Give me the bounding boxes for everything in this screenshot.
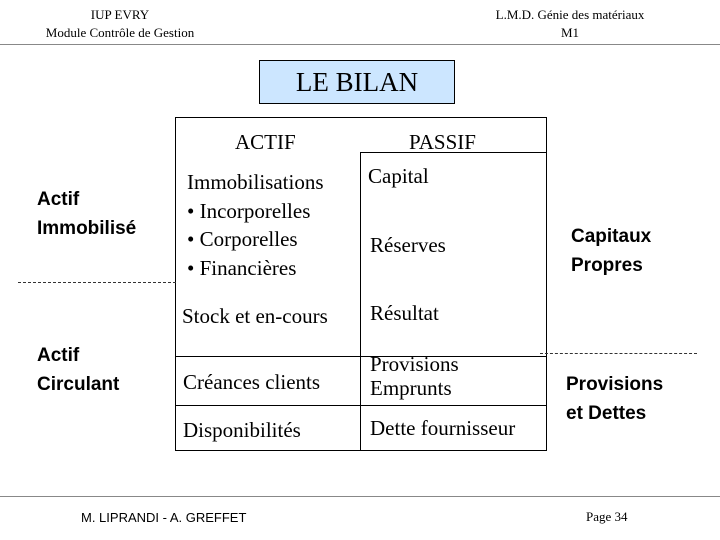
provisions-dettes-line2: et Dettes bbox=[566, 403, 647, 424]
actif-immobilise-line2: Immobilisé bbox=[37, 218, 137, 239]
provisions-label: Provisions bbox=[370, 352, 459, 376]
table-row-rule-2 bbox=[175, 405, 547, 406]
header-right bbox=[460, 6, 680, 42]
dette-fournisseur-label: Dette fournisseur bbox=[370, 416, 516, 440]
header-school: IUP EVRY bbox=[90, 7, 150, 22]
header-left bbox=[20, 6, 220, 42]
header-level: M1 bbox=[560, 25, 580, 40]
immobilisations-label: Immobilisations bbox=[187, 170, 324, 194]
resultat-label: Résultat bbox=[370, 301, 439, 325]
actif-immobilise-label bbox=[37, 185, 136, 243]
incorporelles-item: • Incorporelles bbox=[187, 199, 311, 223]
stock-label: Stock et en-cours bbox=[182, 304, 328, 328]
capital-label: Capital bbox=[368, 164, 429, 188]
footer-page-number: Page 34 bbox=[586, 509, 628, 524]
table-row-rule-1 bbox=[175, 356, 547, 357]
header-program: L.M.D. Génie des matériaux bbox=[495, 7, 645, 22]
capitaux-propres-label bbox=[571, 222, 651, 280]
header-module: Module Contrôle de Gestion bbox=[45, 25, 195, 40]
capitaux-line2: Propres bbox=[571, 255, 643, 276]
actif-circulant-line1: Actif bbox=[37, 345, 80, 366]
table-column-divider bbox=[360, 152, 361, 451]
passif-header: PASSIF bbox=[409, 130, 476, 154]
actif-header: ACTIF bbox=[235, 130, 296, 154]
emprunts-label: Emprunts bbox=[370, 376, 452, 400]
footer-authors: M. LIPRANDI - A. GREFFET bbox=[81, 510, 247, 525]
actif-immobilise-line1: Actif bbox=[37, 189, 80, 210]
disponibilites-label: Disponibilités bbox=[183, 418, 301, 442]
page-title: LE BILAN bbox=[259, 60, 455, 104]
right-separator bbox=[540, 353, 697, 354]
provisions-dettes-line1: Provisions bbox=[566, 374, 664, 395]
corporelles-item: • Corporelles bbox=[187, 227, 298, 251]
header-rule bbox=[0, 44, 720, 45]
left-separator bbox=[18, 282, 176, 283]
capitaux-line1: Capitaux bbox=[571, 226, 652, 247]
actif-circulant-line2: Circulant bbox=[37, 374, 120, 395]
financieres-item: • Financières bbox=[187, 256, 297, 280]
reserves-label: Réserves bbox=[370, 233, 446, 257]
actif-circulant-label bbox=[37, 341, 119, 399]
creances-label: Créances clients bbox=[183, 370, 321, 394]
provisions-dettes-label bbox=[566, 370, 663, 428]
footer-rule bbox=[0, 496, 720, 497]
